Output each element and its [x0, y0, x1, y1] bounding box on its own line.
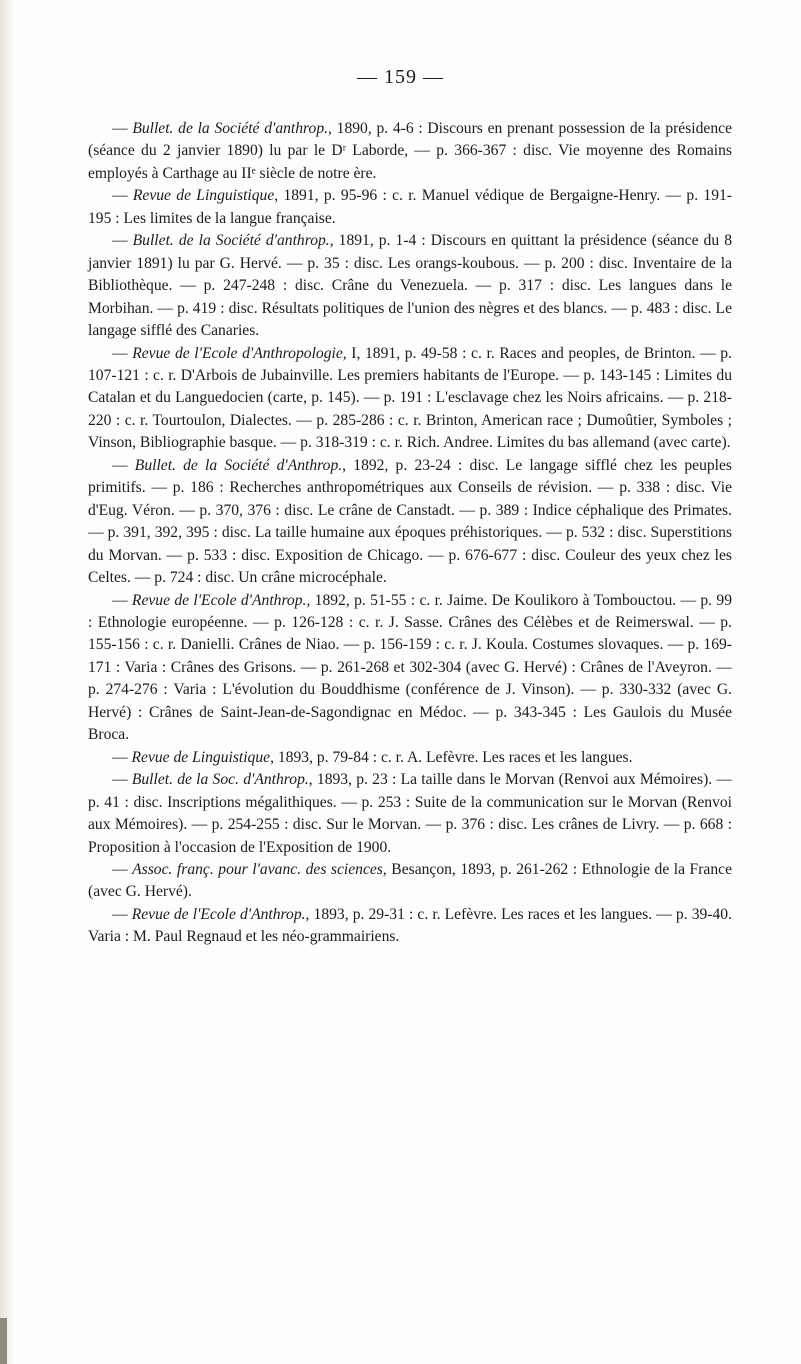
journal-title: Revue de Linguistique — [131, 748, 271, 766]
page-number: — 159 — — [357, 66, 444, 88]
entry-text: , 1893, p. 29-31 : c. r. Lefèvre. Les races et les langues. — p. 39-40. Varia : M. Paul Regnaud et les néo-grammairiens. — [88, 905, 732, 946]
entry-text: , 1892, p. 51-55 : c. r. Jaime. De Koulikoro à Tombouctou. — p. 99 : Ethnologie européenne. — p. 126-128 : c. r. J. Sasse. Crânes des Célèbes et de Reimerswal. — p. 155-156 : c. r. Danielli. Crânes de Niao. — p. 156-159 : c. r. J. Koula. Costumes slovaques. — p. 169-171 : Varia : Crânes des Grisons. — p. 261-268 et 302-304 (avec G. Hervé) : Crânes de l'Aveyron. — p. 274-276 : Varia : L'évolution du Bouddhisme (conférence de J. Vinson). — p. 330-332 (avec G. Hervé) : Crânes de Saint-Jean-de-Sagondignac en Médoc. — p. 343-345 : Les Gaulois du Musée Broca. — [88, 591, 732, 744]
journal-title: Revue de l'Ecole d'Anthropologie — [132, 344, 343, 362]
bibliography-entry: — Revue de l'Ecole d'Anthrop., 1892, p. 51-55 : c. r. Jaime. De Koulikoro à Tombouctou. — p. 99 : Ethnologie européenne. — p. 126-128 : c. r. J. Sasse. Crânes des Célèbes et de Reimerswal. — p. 155-156 : c. r. Danielli. Crânes de Niao. — p. 156-159 : c. r. J. Koula. Costumes slovaques. — p. 169-171 : Varia : Crânes des Grisons. — p. 261-268 et 302-304 (avec G. Hervé) : Crânes de l'Aveyron. — p. 274-276 : Varia : L'évolution du Bouddhisme (conférence de J. Vinson). — p. 330-332 (avec G. Hervé) : Crânes de Saint-Jean-de-Sagondignac en Médoc. — p. 343-345 : Les Gaulois du Musée Broca. — [88, 591, 732, 744]
bibliography-entry: — Bullet. de la Société d'anthrop., 1891, p. 1-4 : Discours en quittant la présidence (séance du 8 janvier 1891) lu par G. Hervé. — p. 35 : disc. Les orangs-koubous. — p. 200 : disc. Inventaire de la Bibliothèque. — p. 247-248 : disc. Crâne du Venezuela. — p. 317 : disc. Les langues dans le Morbihan. — p. 419 : disc. Résultats politiques de l'union des nègres et des blancs. — p. 483 : disc. Le langage sifflé des Canaries. — [88, 232, 732, 340]
entry-text: , 1893, p. 79-84 : c. r. A. Lefèvre. Les races et les langues. — [270, 748, 633, 766]
entry-text: , 1891, p. 95-96 : c. r. Manuel védique de Bergaigne-Henry. — p. 191-195 : Les limites de la langue française. — [88, 187, 732, 227]
page-edge-shadow — [0, 0, 14, 1364]
bibliography-entry: — Bullet. de la Soc. d'Anthrop., 1893, p. 23 : La taille dans le Morvan (Renvoi aux Mémoires). — p. 41 : disc. Inscriptions mégalithiques. — p. 253 : Suite de la communication sur le Morvan (Renvoi aux Mémoires). — p. 254-255 : disc. Sur le Morvan. — p. 376 : disc. Les crânes de Livry. — p. 668 : Proposition à l'occasion de l'Exposition de 1900. — [88, 771, 733, 856]
journal-title: Assoc. franç. pour l'avanc. des sciences — [132, 860, 383, 878]
journal-title: Bullet. de la Soc. d'Anthrop. — [131, 771, 309, 789]
journal-title: Revue de Linguistique — [132, 187, 275, 205]
entry-text: , I, 1891, p. 49-58 : c. r. Races and peoples, de Brinton. — p. 107-121 : c. r. D'Arbois de Jubainville. Les premiers habitants de l'Europe. — p. 143-145 : Limites du Catalan et du Languedocien (carte, p. 145). — p. 191 : L'esclavage chez les Noirs africains. — p. 218-220 : c. r. Tourtoulon, Dialectes. — p. 285-286 : c. r. Brinton, American race ; Dumoûtier, Symboles ; Vinson, Bibliographie basque. — p. 318-319 : c. r. Rich. Andree. Limites du bas allemand (avec carte). — [88, 344, 732, 452]
bibliography-text — [88, 118, 732, 949]
bibliography-entry: — Revue de l'Ecole d'Anthrop., 1893, p. 29-31 : c. r. Lefèvre. Les races et les langues. — p. 39-40. Varia : M. Paul Regnaud et les néo-grammairiens. — [88, 905, 732, 946]
bibliography-entry: — Bullet. de la Société d'Anthrop., 1892, p. 23-24 : disc. Le langage sifflé chez les peuples primitifs. — p. 186 : Recherches anthropométriques aux Conseils de révision. — p. 338 : disc. Vie d'Eug. Véron. — p. 370, 376 : disc. Le crâne de Canstadt. — p. 389 : Indice céphalique des Primates. — p. 391, 392, 395 : disc. La taille humaine aux époques préhistoriques. — p. 532 : disc. Superstitions du Morvan. — p. 533 : disc. Exposition de Chicago. — p. 676-677 : disc. Couleur des yeux chez les Celtes. — p. 724 : disc. Un crâne microcéphale. — [88, 456, 732, 587]
bibliography-entry: — Revue de Linguistique, 1893, p. 79-84 : c. r. A. Lefèvre. Les races et les langues. — [112, 748, 633, 766]
bibliography-entry: — Assoc. franç. pour l'avanc. des sciences, Besançon, 1893, p. 261-262 : Ethnologie de la France (avec G. Hervé). — [88, 860, 732, 901]
bibliography-entry: — Revue de Linguistique, 1891, p. 95-96 : c. r. Manuel védique de Bergaigne-Henry. — p. 191-195 : Les limites de la langue française. — [88, 187, 732, 227]
entry-text: , Besançon, 1893, p. 261-262 : Ethnologie de la France (avec G. Hervé). — [88, 860, 732, 901]
bibliography-entry: — Bullet. de la Société d'anthrop., 1890, p. 4-6 : Discours en prenant possession de la présidence (séance du 2 janvier 1890) lu par le Dʳ Laborde, — p. 366-367 : disc. Vie moyenne des Romains employés à Carthage au IIᵉ siècle de notre ère. — [88, 120, 732, 182]
entry-text: , 1891, p. 1-4 : Discours en quittant la présidence (séance du 8 janvier 1891) lu par G. Hervé. — p. 35 : disc. Les orangs-koubous. — p. 200 : disc. Inventaire de la Bibliothèque. — p. 247-248 : disc. Crâne du Venezuela. — p. 317 : disc. Les langues dans le Morbihan. — p. 419 : disc. Résultats politiques de l'union des nègres et des blancs. — p. 483 : disc. Le langage sifflé des Canaries. — [88, 232, 732, 340]
journal-title: Bullet. de la Société d'Anthrop. — [134, 456, 343, 474]
entry-text: , 1892, p. 23-24 : disc. Le langage sifflé chez les peuples primitifs. — p. 186 : Recherches anthropométriques aux Conseils de révision. — p. 338 : disc. Vie d'Eug. Véron. — p. 370, 376 : disc. Le crâne de Canstadt. — p. 389 : Indice céphalique des Primates. — p. 391, 392, 395 : disc. La taille humaine aux époques préhistoriques. — p. 532 : disc. Superstitions du Morvan. — p. 533 : disc. Exposition de Chicago. — p. 676-677 : disc. Couleur des yeux chez les Celtes. — p. 724 : disc. Un crâne microcéphale. — [88, 456, 732, 587]
entry-text: , 1890, p. 4-6 : Discours en prenant possession de la présidence (séance du 2 janvier 1890) lu par le Dʳ Laborde, — p. 366-367 : disc. Vie moyenne des Romains employés à Carthage au IIᵉ siècle de notre ère. — [88, 120, 732, 182]
page-edge-mark — [0, 1318, 7, 1364]
entry-text: , 1893, p. 23 : La taille dans le Morvan (Renvoi aux Mémoires). — p. 41 : disc. Inscriptions mégalithiques. — p. 253 : Suite de la communication sur le Morvan (Renvoi aux Mémoires). — p. 254-255 : disc. Sur le Morvan. — p. 376 : disc. Les crânes de Livry. — p. 668 : Proposition à l'occasion de l'Exposition de 1900. — [88, 771, 733, 856]
journal-title: Bullet. de la Société d'anthrop. — [132, 120, 329, 137]
journal-title: Bullet. de la Société d'anthrop. — [132, 232, 330, 250]
journal-title: Revue de l'Ecole d'Anthrop. — [131, 591, 307, 609]
bibliography-entry: — Revue de l'Ecole d'Anthropologie, I, 1891, p. 49-58 : c. r. Races and peoples, de Brinton. — p. 107-121 : c. r. D'Arbois de Jubainville. Les premiers habitants de l'Europe. — p. 143-145 : Limites du Catalan et du Languedocien (carte, p. 145). — p. 191 : L'esclavage chez les Noirs africains. — p. 218-220 : c. r. Tourtoulon, Dialectes. — p. 285-286 : c. r. Brinton, American race ; Dumoûtier, Symboles ; Vinson, Bibliographie basque. — p. 318-319 : c. r. Rich. Andree. Limites du bas allemand (avec carte). — [88, 344, 732, 452]
journal-title: Revue de l'Ecole d'Anthrop. — [131, 905, 306, 923]
